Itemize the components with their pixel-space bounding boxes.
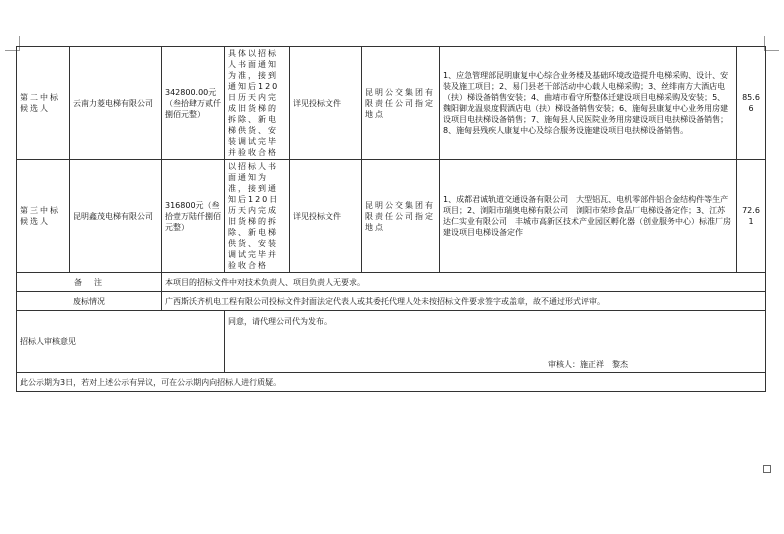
candidate-company: 昆明鑫茂电梯有限公司 [70, 160, 162, 273]
table-row [17, 160, 766, 273]
candidate-performance: 1、应急管理部昆明康复中心综合业务楼及基础环境改造提升电梯采购、设计、安装及施工项目；2、易门县老干部活动中心载人电梯采购；3、丝绯南方大酒店电（扶）梯设备销售安装；4、曲靖市看守所整体迁建设项目电梯采购及安装；5、魏阳御龙温泉度假酒店电（扶）梯设备销售安装；6、施甸县康复中心业务用房建设项目电扶梯设备销售；7、施甸县人民医院业务用房建设项目电扶梯设备销售；8、施甸县残疾人康复中心及综合服务设施建设项目电扶梯设备销售。 [440, 47, 737, 160]
candidate-delivery-location: 昆明公交集团有限责任公司指定地点 [362, 160, 440, 273]
candidate-rank: 第二中标候选人 [17, 47, 70, 160]
review-content [228, 316, 762, 370]
remarks-text: 本项目的招标文件中对技术负责人、项目负责人无要求。 [162, 273, 766, 292]
remarks-row [17, 273, 766, 292]
candidate-score: 85.66 [737, 47, 766, 160]
rejection-label: 废标情况 [17, 292, 162, 311]
candidate-delivery-location: 昆明公交集团有限责任公司指定地点 [362, 47, 440, 160]
rejection-row [17, 292, 766, 311]
corner-mark-top-right [764, 36, 779, 51]
review-row [17, 311, 766, 373]
review-label: 招标人审核意见 [17, 311, 225, 373]
review-cell [225, 311, 766, 373]
candidate-rank: 第三中标候选人 [17, 160, 70, 273]
table-resize-handle[interactable] [763, 465, 771, 473]
candidate-service-period: 以招标人书面通知为准，接到通知后120日历天内完成旧货梯的拆除、新电梯供货、安装调试完毕并验收合格 [225, 160, 290, 273]
table-row [17, 47, 766, 160]
review-opinion: 同意，请代理公司代为发布。 [228, 317, 332, 326]
candidate-score: 72.61 [737, 160, 766, 273]
candidate-price: 342800.00元（叁拾肆万贰仟捌佰元整） [162, 47, 225, 160]
reviewer-signature: 审核人：施正祥 黎杰 [548, 360, 628, 369]
candidate-service-period: 具体以招标人书面通知为准，接到通知后120日历天内完成旧货梯的拆除、新电梯供货、安装调试完毕并验收合格 [225, 47, 290, 160]
candidate-price: 316800元（叁拾壹万陆仟捌佰元整） [162, 160, 225, 273]
remarks-label: 备 注 [17, 273, 162, 292]
notice-row [17, 373, 766, 392]
candidate-company: 云南力菱电梯有限公司 [70, 47, 162, 160]
bid-candidates-table [16, 46, 766, 392]
rejection-text: 广西斯沃齐机电工程有限公司投标文件封面法定代表人或其委托代理人处未按招标文件要求签字或盖章，故不通过形式评审。 [162, 292, 766, 311]
publicity-notice: 此公示期为3日，若对上述公示有异议，可在公示期内向招标人进行质疑。 [17, 373, 766, 392]
candidate-quality: 详见投标文件 [290, 47, 362, 160]
candidate-performance: 1、成都君诚轨道交通设备有限公司 大型铝瓦、电机零部件铝合金结构件等生产项目；2、浏阳市瑞奥电梯有限公司 浏阳市荣珍食品厂电梯设备定作；3、江苏达仁实业有限公司 丰城市高新区技术产业园区孵化器（创业服务中心）标准厂房建设项目电梯设备定作 [440, 160, 737, 273]
candidate-quality: 详见投标文件 [290, 160, 362, 273]
